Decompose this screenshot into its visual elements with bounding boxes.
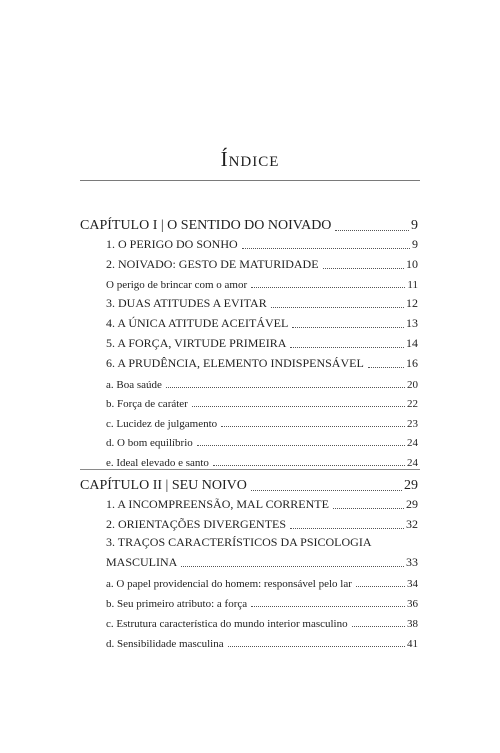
toc-entry[interactable] [106, 254, 418, 272]
toc-page-number: 38 [407, 618, 418, 630]
leader-dots [242, 248, 410, 249]
toc-entry-label: e. Ideal elevado e santo [106, 457, 209, 469]
toc-entry-label: CAPÍTULO I | O SENTIDO DO NOIVADO [80, 218, 332, 233]
toc-entry[interactable] [106, 572, 418, 590]
toc-page-number: 33 [406, 555, 418, 569]
toc-page-number: 9 [412, 237, 418, 251]
toc-entry-label: b. Força de caráter [106, 398, 188, 410]
toc-entry-label: 2. NOIVADO: GESTO DE MATURIDADE [106, 257, 319, 271]
toc-entry[interactable] [106, 234, 418, 252]
toc-page-number: 32 [406, 517, 418, 531]
toc-entry[interactable] [106, 293, 418, 311]
leader-dots [181, 566, 404, 567]
toc-entry-label: a. Boa saúde [106, 379, 162, 391]
toc-chapter-1[interactable] [80, 214, 418, 234]
toc-entry[interactable] [106, 431, 418, 449]
toc-page-number: 24 [407, 437, 418, 449]
toc-entry-label-line1: 3. TRAÇOS CARACTERÍSTICOS DA PSICOLOGIA [106, 535, 372, 549]
toc-entry-label: 6. A PRUDÊNCIA, ELEMENTO INDISPENSÁVEL [106, 356, 364, 370]
toc-entry-label: 3. DUAS ATITUDES A EVITAR [106, 296, 267, 310]
toc-entry-label: 2. ORIENTAÇÕES DIVERGENTES [106, 517, 287, 531]
toc-entry[interactable] [106, 392, 418, 410]
toc-entry[interactable] [106, 273, 418, 291]
toc-entry-label: b. Seu primeiro atributo: a força [106, 598, 248, 610]
toc-entry[interactable] [106, 353, 418, 371]
leader-dots [221, 426, 405, 427]
toc-entry[interactable] [106, 632, 418, 650]
toc-entry-label: c. Lucidez de julgamento [106, 418, 218, 430]
toc-page-number: 14 [406, 336, 418, 350]
leader-dots [333, 508, 404, 509]
toc-entry[interactable] [106, 592, 418, 610]
toc-entry[interactable] [106, 412, 418, 430]
leader-dots [192, 406, 405, 407]
toc-page-number: 13 [406, 316, 418, 330]
leader-dots [213, 465, 405, 466]
toc-entry[interactable] [106, 313, 418, 331]
toc-page-number: 16 [406, 356, 418, 370]
toc-entry[interactable] [106, 451, 418, 469]
leader-dots [228, 646, 405, 647]
toc-entry-label: d. Sensibilidade masculina [106, 638, 224, 650]
toc-entry[interactable] [106, 333, 418, 351]
toc-page-number: 24 [407, 457, 418, 469]
leader-dots [251, 606, 405, 607]
toc-entry[interactable] [106, 552, 418, 570]
toc-entry[interactable] [106, 514, 418, 532]
toc-entry-label: d. O bom equilíbrio [106, 437, 193, 449]
leader-dots [251, 287, 405, 288]
leader-dots [335, 230, 409, 231]
toc-entry-label: MASCULINA [106, 555, 178, 569]
toc-page-number: 41 [407, 638, 418, 650]
toc-entry[interactable] [106, 494, 418, 512]
leader-dots [323, 268, 404, 269]
toc-page-number: 36 [407, 598, 418, 610]
leader-dots [290, 528, 404, 529]
toc-entry-label: O perigo de brincar com o amor [106, 279, 248, 291]
toc-page-number: 29 [404, 478, 418, 493]
leader-dots [356, 586, 405, 587]
toc-entry-label: CAPÍTULO II | SEU NOIVO [80, 478, 247, 493]
toc-page-number: 20 [407, 379, 418, 391]
leader-dots [166, 387, 405, 388]
toc-page-number: 10 [406, 257, 418, 271]
toc-entry-label: a. O papel providencial do homem: responsável pelo lar [106, 578, 352, 590]
toc-page-number: 23 [407, 418, 418, 430]
toc-page-number: 34 [407, 578, 418, 590]
page-title: Índice [220, 147, 280, 171]
toc-page-number: 11 [407, 279, 418, 291]
toc-page-number: 9 [411, 218, 418, 233]
leader-dots [197, 445, 405, 446]
toc-chapter-2[interactable] [80, 474, 418, 494]
leader-dots [290, 347, 404, 348]
toc-page-number: 12 [406, 296, 418, 310]
leader-dots [251, 490, 402, 491]
toc-entry-label: c. Estrutura característica do mundo interior masculino [106, 618, 348, 630]
leader-dots [271, 307, 404, 308]
toc-page-number: 22 [407, 398, 418, 410]
toc-entry[interactable] [106, 373, 418, 391]
chapter-divider [80, 469, 420, 470]
leader-dots [368, 367, 404, 368]
toc-entry-label: 1. A INCOMPREENSÃO, MAL CORRENTE [106, 497, 329, 511]
leader-dots [352, 626, 405, 627]
toc-page-number: 29 [406, 497, 418, 511]
toc-entry-label: 4. A ÚNICA ATITUDE ACEITÁVEL [106, 316, 289, 330]
toc-entry[interactable] [106, 612, 418, 630]
leader-dots [292, 327, 404, 328]
toc-entry-label: 1. O PERIGO DO SONHO [106, 237, 238, 251]
toc-entry-label: 5. A FORÇA, VIRTUDE PRIMEIRA [106, 336, 287, 350]
